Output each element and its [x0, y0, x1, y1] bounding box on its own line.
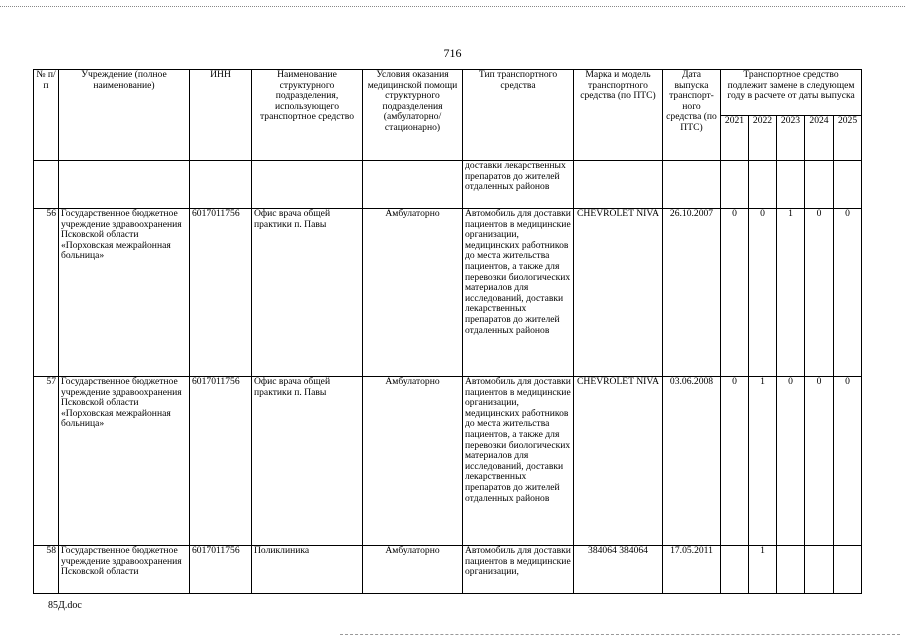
- header-year: 2023: [777, 116, 805, 161]
- header-inn: ИНН: [190, 70, 252, 161]
- row-vehicle-type: Автомобиль для доставки пациентов в медицинские организации,: [463, 546, 574, 594]
- row-num: 56: [34, 209, 59, 377]
- row-conditions: Амбулаторно: [363, 377, 463, 546]
- header-institution: Учреждение (полное наименование): [59, 70, 190, 161]
- row-year-value: 1: [749, 546, 777, 594]
- row-year-value: 0: [834, 209, 862, 377]
- row-date: 26.10.2007: [663, 209, 721, 377]
- row-division: Офис врача общей практики п. Павы: [252, 209, 363, 377]
- row-brand: CHEVROLET NIVA: [574, 209, 663, 377]
- row-institution: Государственное бюджетное учреждение здравоохранения Псковской области «Порховская межрайонная больница»: [59, 377, 190, 546]
- row-year-value: [721, 546, 749, 594]
- row-vehicle-type: Автомобиль для доставки пациентов в медицинские организации, медицинских работников до места жительства пациентов, а также для перевозки биологических материалов для исследований, доставки лекарственных препаратов до жителей отдаленных районов: [463, 209, 574, 377]
- row-year-value: 0: [721, 209, 749, 377]
- row-year-value: 1: [777, 209, 805, 377]
- continuation-row: [34, 161, 862, 209]
- footer-filename: 85Д.doc: [48, 600, 82, 611]
- row-inn: 6017011756: [190, 377, 252, 546]
- row-year-value: 0: [777, 377, 805, 546]
- header-row: [34, 70, 862, 116]
- table-row: [34, 546, 862, 594]
- row-institution: Государственное бюджетное учреждение здравоохранения Псковской области «Порховская межрайонная больница»: [59, 209, 190, 377]
- continuation-text: доставки лекарственных препаратов до жителей отдаленных районов: [463, 161, 574, 209]
- row-inn: 6017011756: [190, 209, 252, 377]
- table-row: [34, 209, 862, 377]
- row-institution: Государственное бюджетное учреждение здравоохранения Псковской области: [59, 546, 190, 594]
- header-division: Наименование структурного подразделения, использующего транспортное средство: [252, 70, 363, 161]
- header-date: Дата выпуска транспорт-ного средства (по ПТС): [663, 70, 721, 161]
- scan-artifact-top: [0, 6, 905, 7]
- row-num: 58: [34, 546, 59, 594]
- row-vehicle-type: Автомобиль для доставки пациентов в медицинские организации, медицинских работников до места жительства пациентов, а также для перевозки биологических материалов для исследований, доставки лекарственных препаратов до жителей отдаленных районов: [463, 377, 574, 546]
- row-year-value: [834, 546, 862, 594]
- row-conditions: Амбулаторно: [363, 209, 463, 377]
- vehicle-table: [33, 69, 862, 594]
- row-brand: CHEVROLET NIVA: [574, 377, 663, 546]
- header-brand: Марка и модель транспортного средства (по ПТС): [574, 70, 663, 161]
- row-year-value: 0: [805, 377, 834, 546]
- row-year-value: 0: [721, 377, 749, 546]
- header-replacement: Транспортное средство подлежит замене в следующем году в расчете от даты выпуска: [721, 70, 862, 116]
- header-year: 2024: [805, 116, 834, 161]
- header-year: 2021: [721, 116, 749, 161]
- row-year-value: [805, 546, 834, 594]
- page-number: 716: [443, 46, 462, 60]
- table-row: [34, 377, 862, 546]
- row-date: 17.05.2011: [663, 546, 721, 594]
- row-inn: 6017011756: [190, 546, 252, 594]
- row-num: 57: [34, 377, 59, 546]
- row-conditions: Амбулаторно: [363, 546, 463, 594]
- header-year: 2025: [834, 116, 862, 161]
- scan-artifact-bottom: [340, 634, 900, 635]
- row-division: Поликлиника: [252, 546, 363, 594]
- row-year-value: 0: [834, 377, 862, 546]
- row-year-value: 0: [749, 209, 777, 377]
- row-division: Офис врача общей практики п. Павы: [252, 377, 363, 546]
- header-vehicle-type: Тип транспортного средства: [463, 70, 574, 161]
- row-date: 03.06.2008: [663, 377, 721, 546]
- header-year: 2022: [749, 116, 777, 161]
- row-year-value: 1: [749, 377, 777, 546]
- row-year-value: 0: [805, 209, 834, 377]
- row-year-value: [777, 546, 805, 594]
- row-brand: 384064 384064: [574, 546, 663, 594]
- header-conditions: Условия оказания медицинской помощи структурного подразделения (амбулаторно/ стационарно): [363, 70, 463, 161]
- header-num: № п/п: [34, 70, 59, 161]
